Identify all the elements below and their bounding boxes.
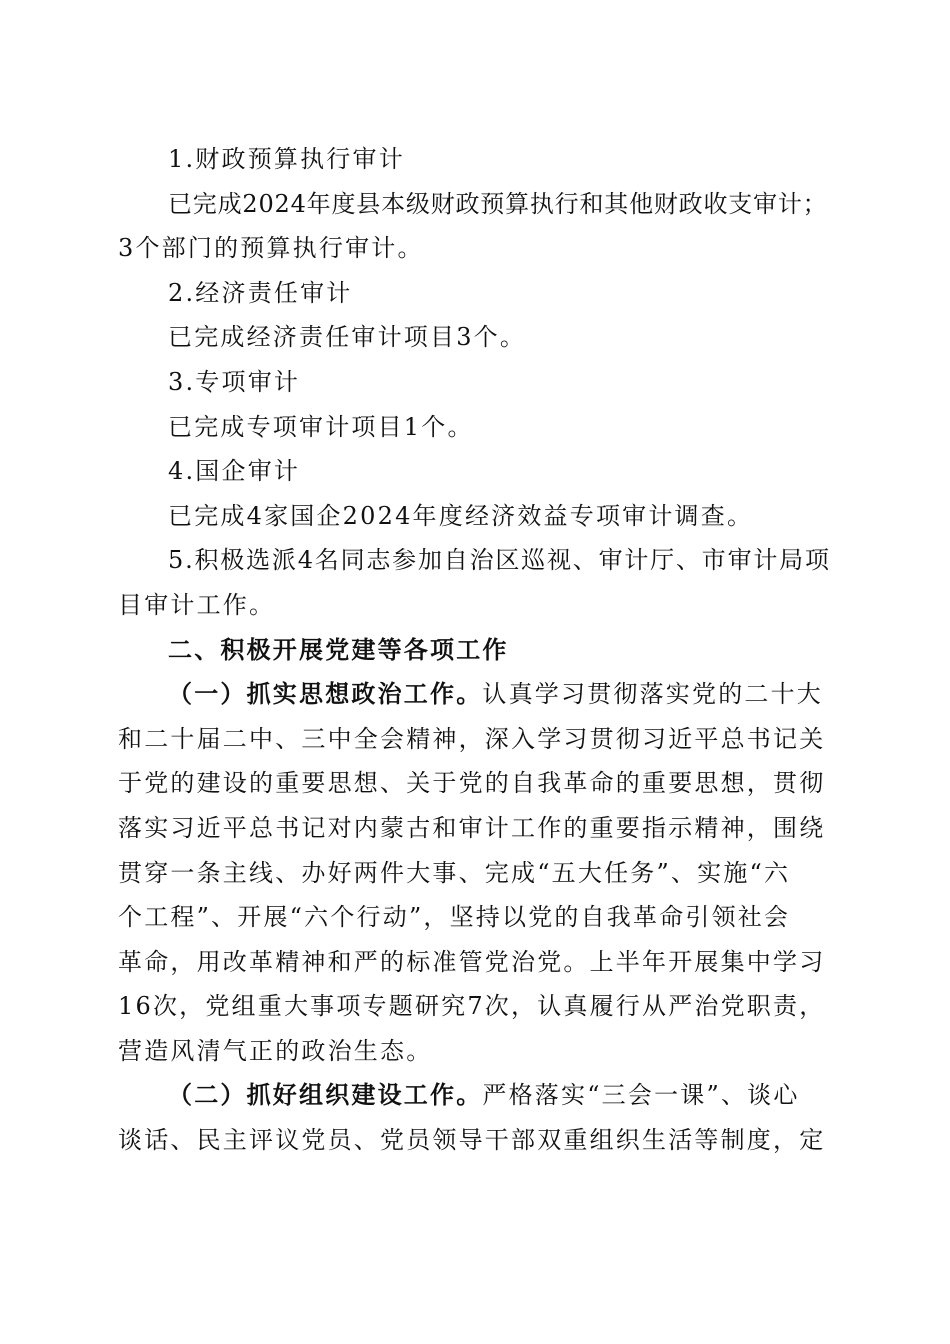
- paragraph-line: 目审计工作。: [118, 590, 276, 619]
- paragraph-line: 5.积极选派4名同志参加自治区巡视、审计厅、市审计局项: [168, 546, 831, 575]
- paragraph-lead: （二）抓好组织建设工作。: [168, 1080, 483, 1110]
- paragraph-line: [118, 1073, 832, 1118]
- subheading-4: 4.国企审计: [168, 457, 301, 486]
- paragraph-line: 已完成2024年度县本级财政预算执行和其他财政收支审计；: [168, 189, 828, 218]
- paragraph-line: 贯穿一条主线、办好两件大事、完成“五大任务”、实施“六: [118, 858, 791, 887]
- subheading-2: 2.经济责任审计: [168, 278, 353, 307]
- paragraph-line: 落实习近平总书记对内蒙古和审计工作的重要指示精神，围绕: [118, 813, 826, 842]
- paragraph-line: 3个部门的预算执行审计。: [118, 234, 424, 263]
- paragraph-line: 已完成专项审计项目1个。: [168, 412, 474, 441]
- paragraph-line: 革命，用改革精神和严的标准管党治党。上半年开展集中学习: [118, 947, 826, 976]
- paragraph-line: 已完成4家国企2024年度经济效益专项审计调查。: [168, 501, 754, 530]
- subheading-3: 3.专项审计: [168, 367, 301, 396]
- paragraph-line: 16次，党组重大事项专题研究7次，认真履行从严治党职责，: [118, 992, 826, 1021]
- paragraph-line: 于党的建设的重要思想、关于党的自我革命的重要思想，贯彻: [118, 769, 826, 798]
- paragraph-line: [118, 672, 832, 717]
- section-heading: 二、积极开展党建等各项工作: [168, 634, 509, 664]
- paragraph-rest: 严格落实“三会一课”、谈心: [482, 1081, 800, 1110]
- document-body: [118, 137, 832, 1163]
- paragraph-line: 营造风清气正的政治生态。: [118, 1036, 433, 1065]
- paragraph-lead: （一）抓实思想政治工作。: [168, 679, 483, 709]
- paragraph-line: 谈话、民主评议党员、党员领导干部双重组织生活等制度，定: [118, 1126, 826, 1155]
- paragraph-rest: 认真学习贯彻落实党的二十大: [482, 680, 824, 709]
- paragraph-line: 已完成经济责任审计项目3个。: [168, 323, 527, 352]
- paragraph-line: 和二十届二中、三中全会精神，深入学习贯彻习近平总书记关: [118, 724, 826, 753]
- subheading-1: 1.财政预算执行审计: [168, 145, 405, 173]
- paragraph-line: 个工程”、开展“六个行动”，坚持以党的自我革命引领社会: [118, 903, 791, 932]
